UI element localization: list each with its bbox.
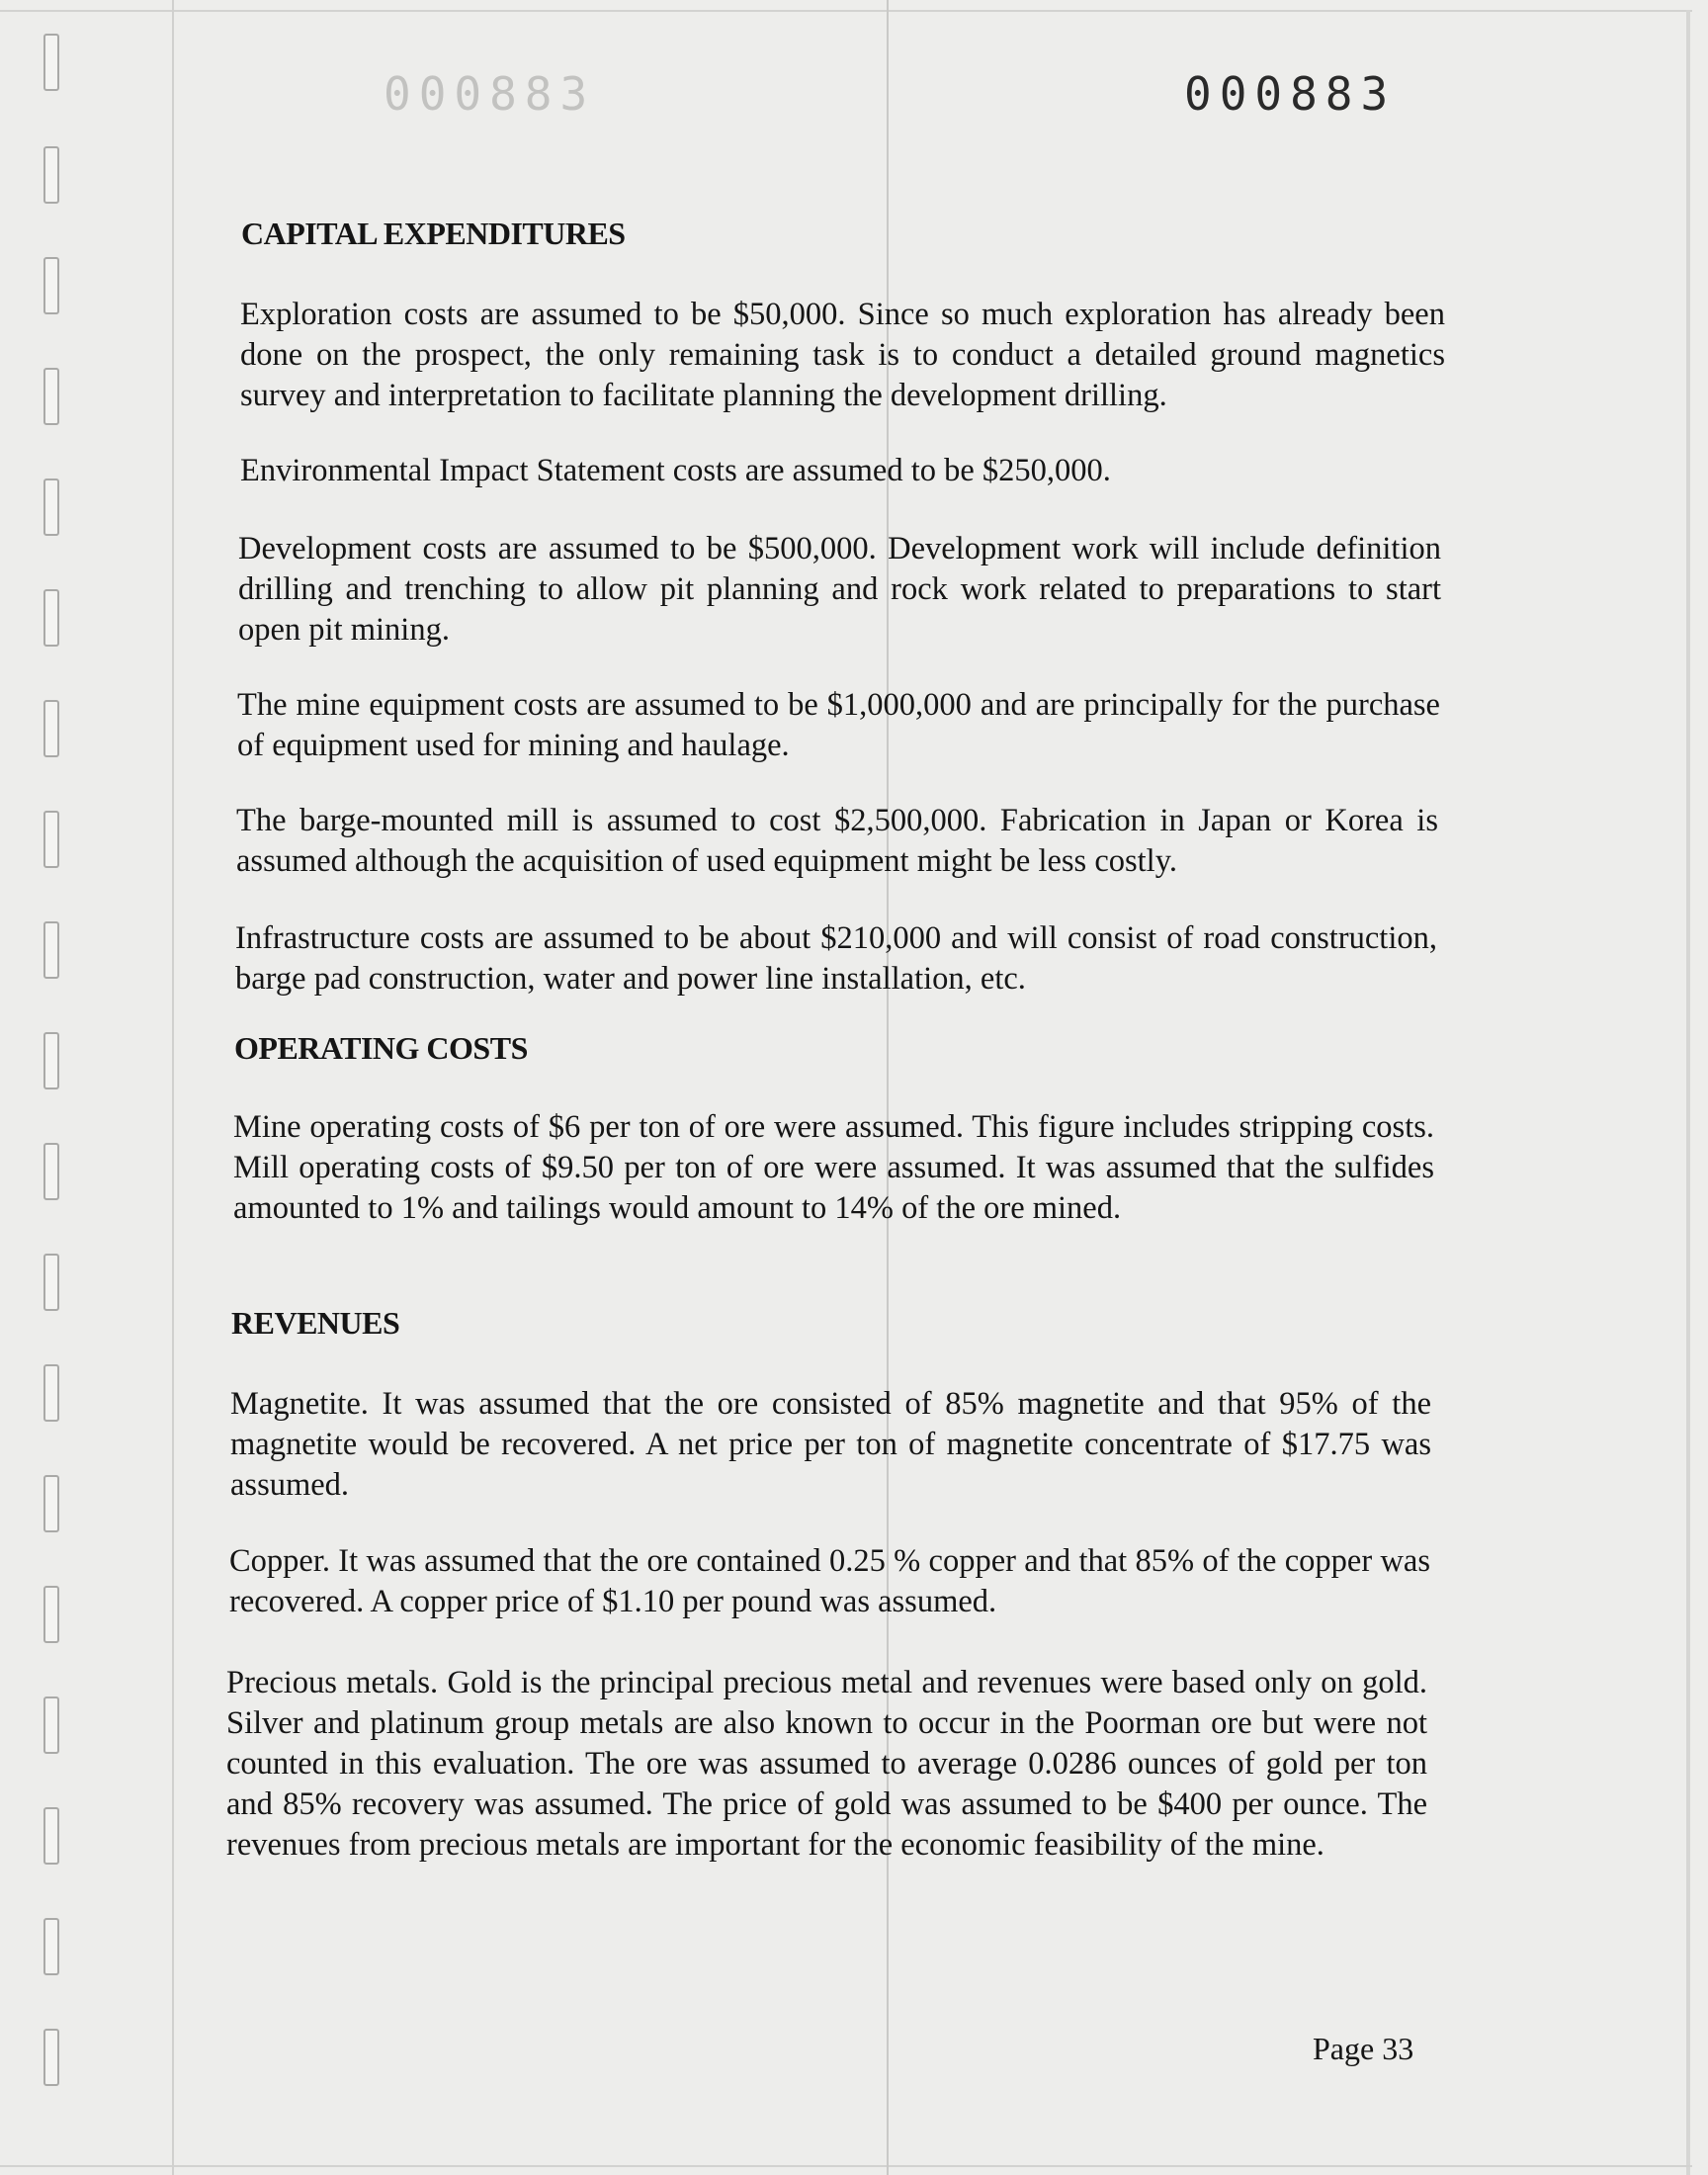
faint-bates-stamp: 000883 (384, 67, 596, 121)
paragraph-eis-costs: Environmental Impact Statement costs are assumed to be $250,000. (240, 453, 1111, 488)
punch-hole (43, 811, 59, 868)
punch-hole (43, 1696, 59, 1754)
punch-hole (43, 34, 59, 91)
bates-stamp: 000883 (1184, 67, 1397, 121)
punch-hole (43, 1918, 59, 1975)
paragraph-mine-equipment-costs: The mine equipment costs are assumed to be $1,000,000 and are principally for the purchase of equipment used for mining and haulage. (237, 687, 1440, 763)
punch-hole-strip (40, 0, 69, 2175)
punch-hole (43, 1364, 59, 1422)
punch-hole (43, 589, 59, 647)
paragraph-development-costs: Development costs are assumed to be $500,000. Development work will include definition drilling and trenching to allow pit planning and rock work related to preparations to start open pit mining. (238, 531, 1441, 648)
punch-hole (43, 1143, 59, 1200)
punch-hole (43, 1586, 59, 1643)
paragraph-infrastructure-costs: Infrastructure costs are assumed to be about $210,000 and will consist of road construction, barge pad construction, water and power line installation, etc. (235, 920, 1437, 997)
heading-capital-expenditures: CAPITAL EXPENDITURES (241, 216, 626, 251)
paragraph-copper-revenue: Copper. It was assumed that the ore contained 0.25 % copper and that 85% of the copper was recovered. A copper price of $1.10 per pound was assumed. (229, 1543, 1430, 1619)
punch-hole (43, 1254, 59, 1311)
paragraph-operating-costs: Mine operating costs of $6 per ton of ore were assumed. This figure includes stripping costs. Mill operating costs of $9.50 per ton of ore were assumed. It was assumed that the sulfides amounted to 1% and tailings would amount to 14% of the ore mined. (233, 1109, 1434, 1226)
heading-operating-costs: OPERATING COSTS (234, 1030, 528, 1066)
punch-hole (43, 1807, 59, 1865)
punch-hole (43, 2029, 59, 2086)
punch-hole (43, 1475, 59, 1532)
punch-hole (43, 700, 59, 757)
punch-hole (43, 478, 59, 536)
punch-hole (43, 146, 59, 204)
punch-hole (43, 1032, 59, 1089)
punch-hole (43, 257, 59, 314)
page-number: Page 33 (1313, 2031, 1414, 2066)
page-edge-top (0, 10, 1692, 12)
paragraph-exploration-costs: Exploration costs are assumed to be $50,000. Since so much exploration has already been done on the prospect, the only remaining task is to conduct a detailed ground magnetics survey and interpretation to facilitate planning the development drilling. (240, 297, 1445, 413)
page-edge-bottom (0, 2165, 1692, 2167)
paragraph-magnetite-revenue: Magnetite. It was assumed that the ore consisted of 85% magnetite and that 95% of the magnetite would be recovered. A net price per ton of magnetite concentrate of $17.75 was assumed. (230, 1386, 1431, 1503)
binding-margin-line (172, 0, 174, 2175)
page-edge-right (1686, 10, 1690, 2175)
paragraph-precious-metals-revenue: Precious metals. Gold is the principal precious metal and revenues were based only on gold. Silver and platinum group metals are also known to occur in the Poorman ore but were not counted in this evaluation. The ore was assumed to average 0.0286 ounces of gold per ton and 85% recovery was assumed. The price of gold was assumed to be $400 per ounce. The revenues from precious metals are important for the economic feasibility of the mine. (226, 1665, 1427, 1863)
punch-hole (43, 368, 59, 425)
punch-hole (43, 921, 59, 979)
paragraph-barge-mill-costs: The barge-mounted mill is assumed to cost $2,500,000. Fabrication in Japan or Korea is assumed although the acquisition of used equipment might be less costly. (236, 803, 1438, 879)
heading-revenues: REVENUES (231, 1305, 400, 1341)
